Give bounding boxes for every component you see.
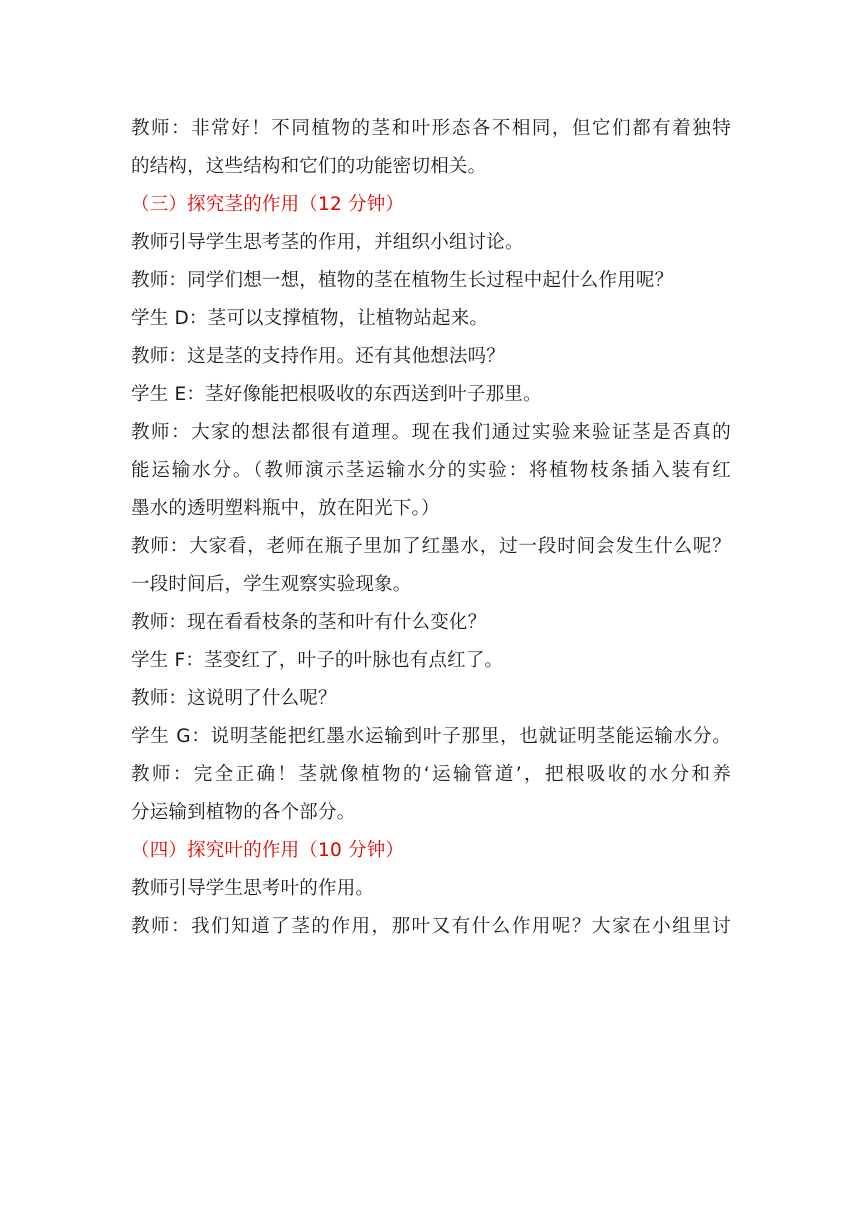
paragraph-line: 教师引导学生思考茎的作用，并组织小组讨论。 bbox=[131, 232, 524, 253]
paragraph-line: 学生 D：茎可以支撑植物，让植物站起来。 bbox=[131, 308, 489, 329]
section-heading-stem: （三）探究茎的作用（12 分钟） bbox=[131, 194, 405, 215]
paragraph-line: 能运输水分。（教师演示茎运输水分的实验：将植物枝条插入装有红 bbox=[131, 460, 731, 481]
paragraph-line: 教师：这说明了什么呢？ bbox=[131, 688, 337, 709]
paragraph-line: 教师：我们知道了茎的作用，那叶又有什么作用呢？大家在小组里讨 bbox=[131, 916, 731, 937]
paragraph-line: 教师：现在看看枝条的茎和叶有什么变化？ bbox=[131, 612, 487, 633]
paragraph-line: 教师：这是茎的支持作用。还有其他想法吗？ bbox=[131, 346, 506, 367]
paragraph-line: 学生 F：茎变红了，叶子的叶脉也有点红了。 bbox=[131, 650, 504, 671]
paragraph-line: 墨水的透明塑料瓶中，放在阳光下。） bbox=[131, 498, 440, 519]
paragraph-line: 教师：大家看，老师在瓶子里加了红墨水，过一段时间会发生什么呢？ bbox=[131, 536, 731, 557]
paragraph-line: 一段时间后，学生观察实验现象。 bbox=[131, 574, 412, 595]
paragraph-line: 学生 E：茎好像能把根吸收的东西送到叶子那里。 bbox=[131, 384, 542, 405]
paragraph-line: 分运输到植物的各个部分。 bbox=[131, 802, 356, 823]
paragraph-line: 教师引导学生思考叶的作用。 bbox=[131, 878, 375, 899]
document-page bbox=[131, 110, 731, 946]
section-heading-leaf: （四）探究叶的作用（10 分钟） bbox=[131, 840, 405, 861]
paragraph-line: 教师：非常好！不同植物的茎和叶形态各不相同，但它们都有着独特 bbox=[131, 118, 731, 139]
paragraph-line: 教师：同学们想一想，植物的茎在植物生长过程中起什么作用呢？ bbox=[131, 270, 674, 291]
paragraph-line: 学生 G：说明茎能把红墨水运输到叶子那里，也就证明茎能运输水分。 bbox=[131, 726, 731, 747]
paragraph-line: 教师：大家的想法都很有道理。现在我们通过实验来验证茎是否真的 bbox=[131, 422, 731, 443]
paragraph-line: 的结构，这些结构和它们的功能密切相关。 bbox=[131, 156, 487, 177]
paragraph-line: 教师：完全正确！茎就像植物的‘运输管道’，把根吸收的水分和养 bbox=[131, 764, 731, 785]
